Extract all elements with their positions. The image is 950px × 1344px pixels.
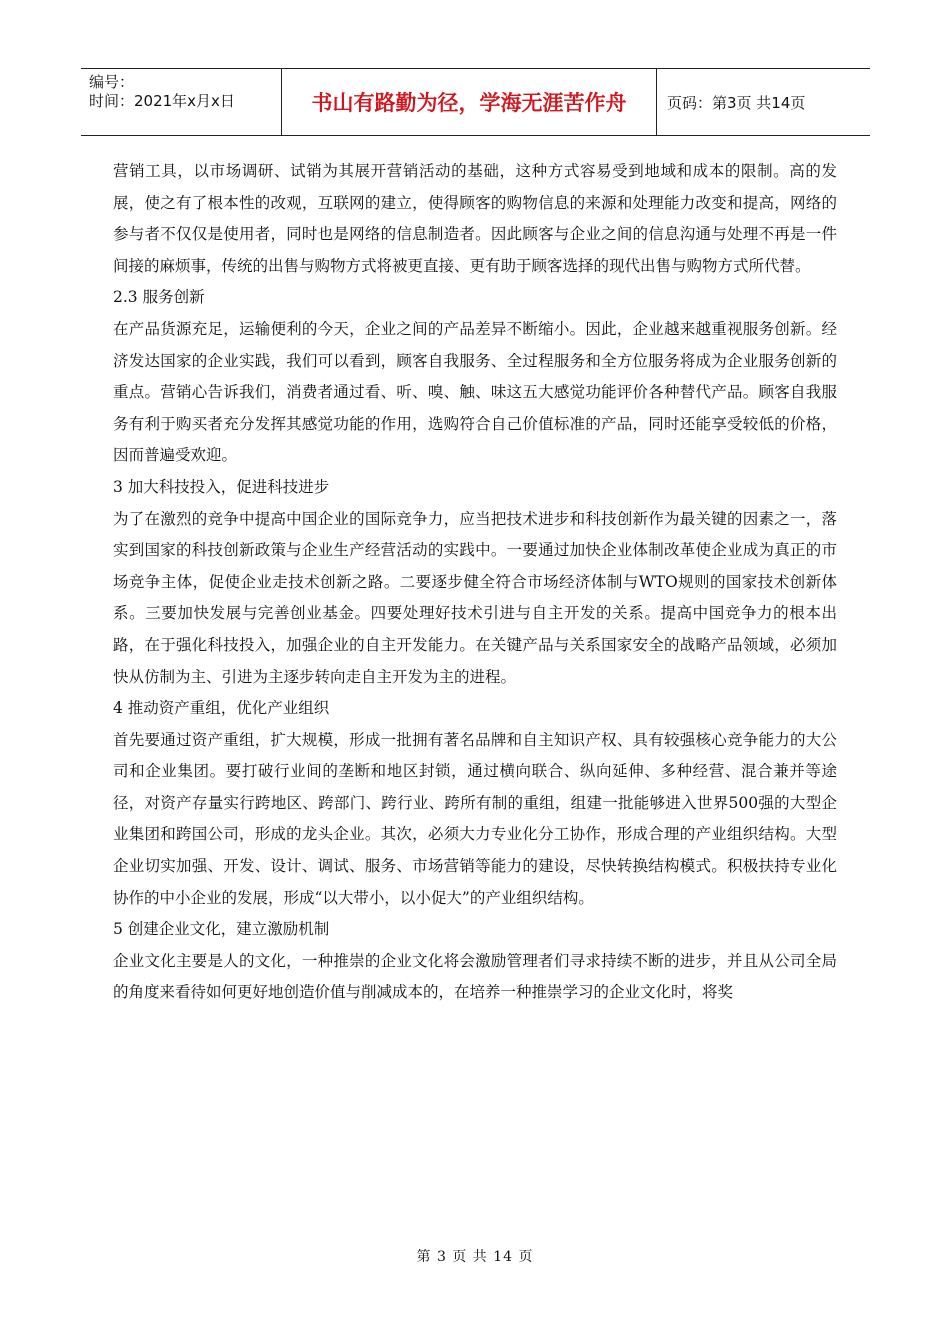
- doc-time-label: 时间：2021年x月x日: [89, 92, 235, 110]
- page-header: [81, 68, 870, 136]
- section-heading: 4 推动资产重组，优化产业组织: [113, 699, 330, 718]
- page-footer: 第 3 页 共 14 页: [416, 1249, 534, 1265]
- body-paragraph: 首先要通过资产重组，扩大规模，形成一批拥有著名品牌和自主知识产权、具有较强核心竞争能力的大公司和企业集团。要打破行业间的垄断和地区封锁，通过横向联合、纵向延伸、多种经营、混合兼并等途径，对资产存量实行跨地区、跨部门、跨行业、跨所有制的重组，组建一批能够进入世界500强的大型企业集团和跨国公司，形成的龙头企业。其次，必须大力专业化分工协作，形成合理的产业组织结构。大型企业切实加强、开发、设计、调试、服务、市场营销等能力的建设，尽快转换结构模式。积极扶持专业化协作的中小企业的发展，形成“以大带小，以小促大”的产业组织结构。: [113, 730, 837, 907]
- section-heading: 3 加大科技投入，促进科技进步: [113, 477, 330, 496]
- body-paragraph: 营销工具，以市场调研、试销为其展开营销活动的基础，这种方式容易受到地域和成本的限制。高的发展，使之有了根本性的改观，互联网的建立，使得顾客的购物信息的来源和处理能力改变和提高，网络的参与者不仅仅是使用者，同时也是网络的信息制造者。因此顾客与企业之间的信息沟通与处理不再是一件间接的麻烦事，传统的出售与购物方式将被更直接、更有助于顾客选择的现代出售与购物方式所代替。: [113, 162, 837, 275]
- section-heading: 5 创建企业文化，建立激励机制: [113, 920, 330, 939]
- body-paragraph: 为了在激烈的竞争中提高中国企业的国际竞争力，应当把技术进步和科技创新作为最关键的因素之一，落实到国家的科技创新政策与企业生产经营活动的实践中。一要通过加快企业体制改革使企业成为真正的市场竞争主体，促使企业走技术创新之路。二要逐步健全符合市场经济体制与WTO规则的国家技术创新体系。三要加快发展与完善创业基金。四要处理好技术引进与自主开发的关系。提高中国竞争力的根本出路，在于强化科技投入，加强企业的自主开发能力。在关键产品与关系国家安全的战略产品领域，必须加快从仿制为主、引进为主逐步转向走自主开发为主的进程。: [113, 509, 837, 686]
- header-motto: 书山有路勤为径，学海无涯苦作舟: [282, 69, 657, 135]
- document-body: [113, 156, 837, 1009]
- header-meta: [81, 69, 282, 135]
- body-paragraph: 在产品货源充足，运输便利的今天，企业之间的产品差异不断缩小。因此，企业越来越重视服务创新。经济发达国家的企业实践，我们可以看到，顾客自我服务、全过程服务和全方位服务将成为企业服务创新的重点。营销心告诉我们，消费者通过看、听、嗅、触、味这五大感觉功能评价各种替代产品。顾客自我服务有利于购买者充分发挥其感觉功能的作用，选购符合自己价值标准的产品，同时还能享受较低的价格，因而普遍受欢迎。: [113, 319, 837, 465]
- body-paragraph: 企业文化主要是人的文化，一种推崇的企业文化将会激励管理者们寻求持续不断的进步，并且从公司全局的角度来看待如何更好地创造价值与削减成本的，在培养一种推崇学习的企业文化时，将奖: [113, 951, 837, 1002]
- doc-number-label: 编号：: [89, 73, 135, 91]
- header-page-code: 页码：第3页 共14页: [667, 93, 806, 112]
- section-heading: 2.3 服务创新: [113, 288, 205, 307]
